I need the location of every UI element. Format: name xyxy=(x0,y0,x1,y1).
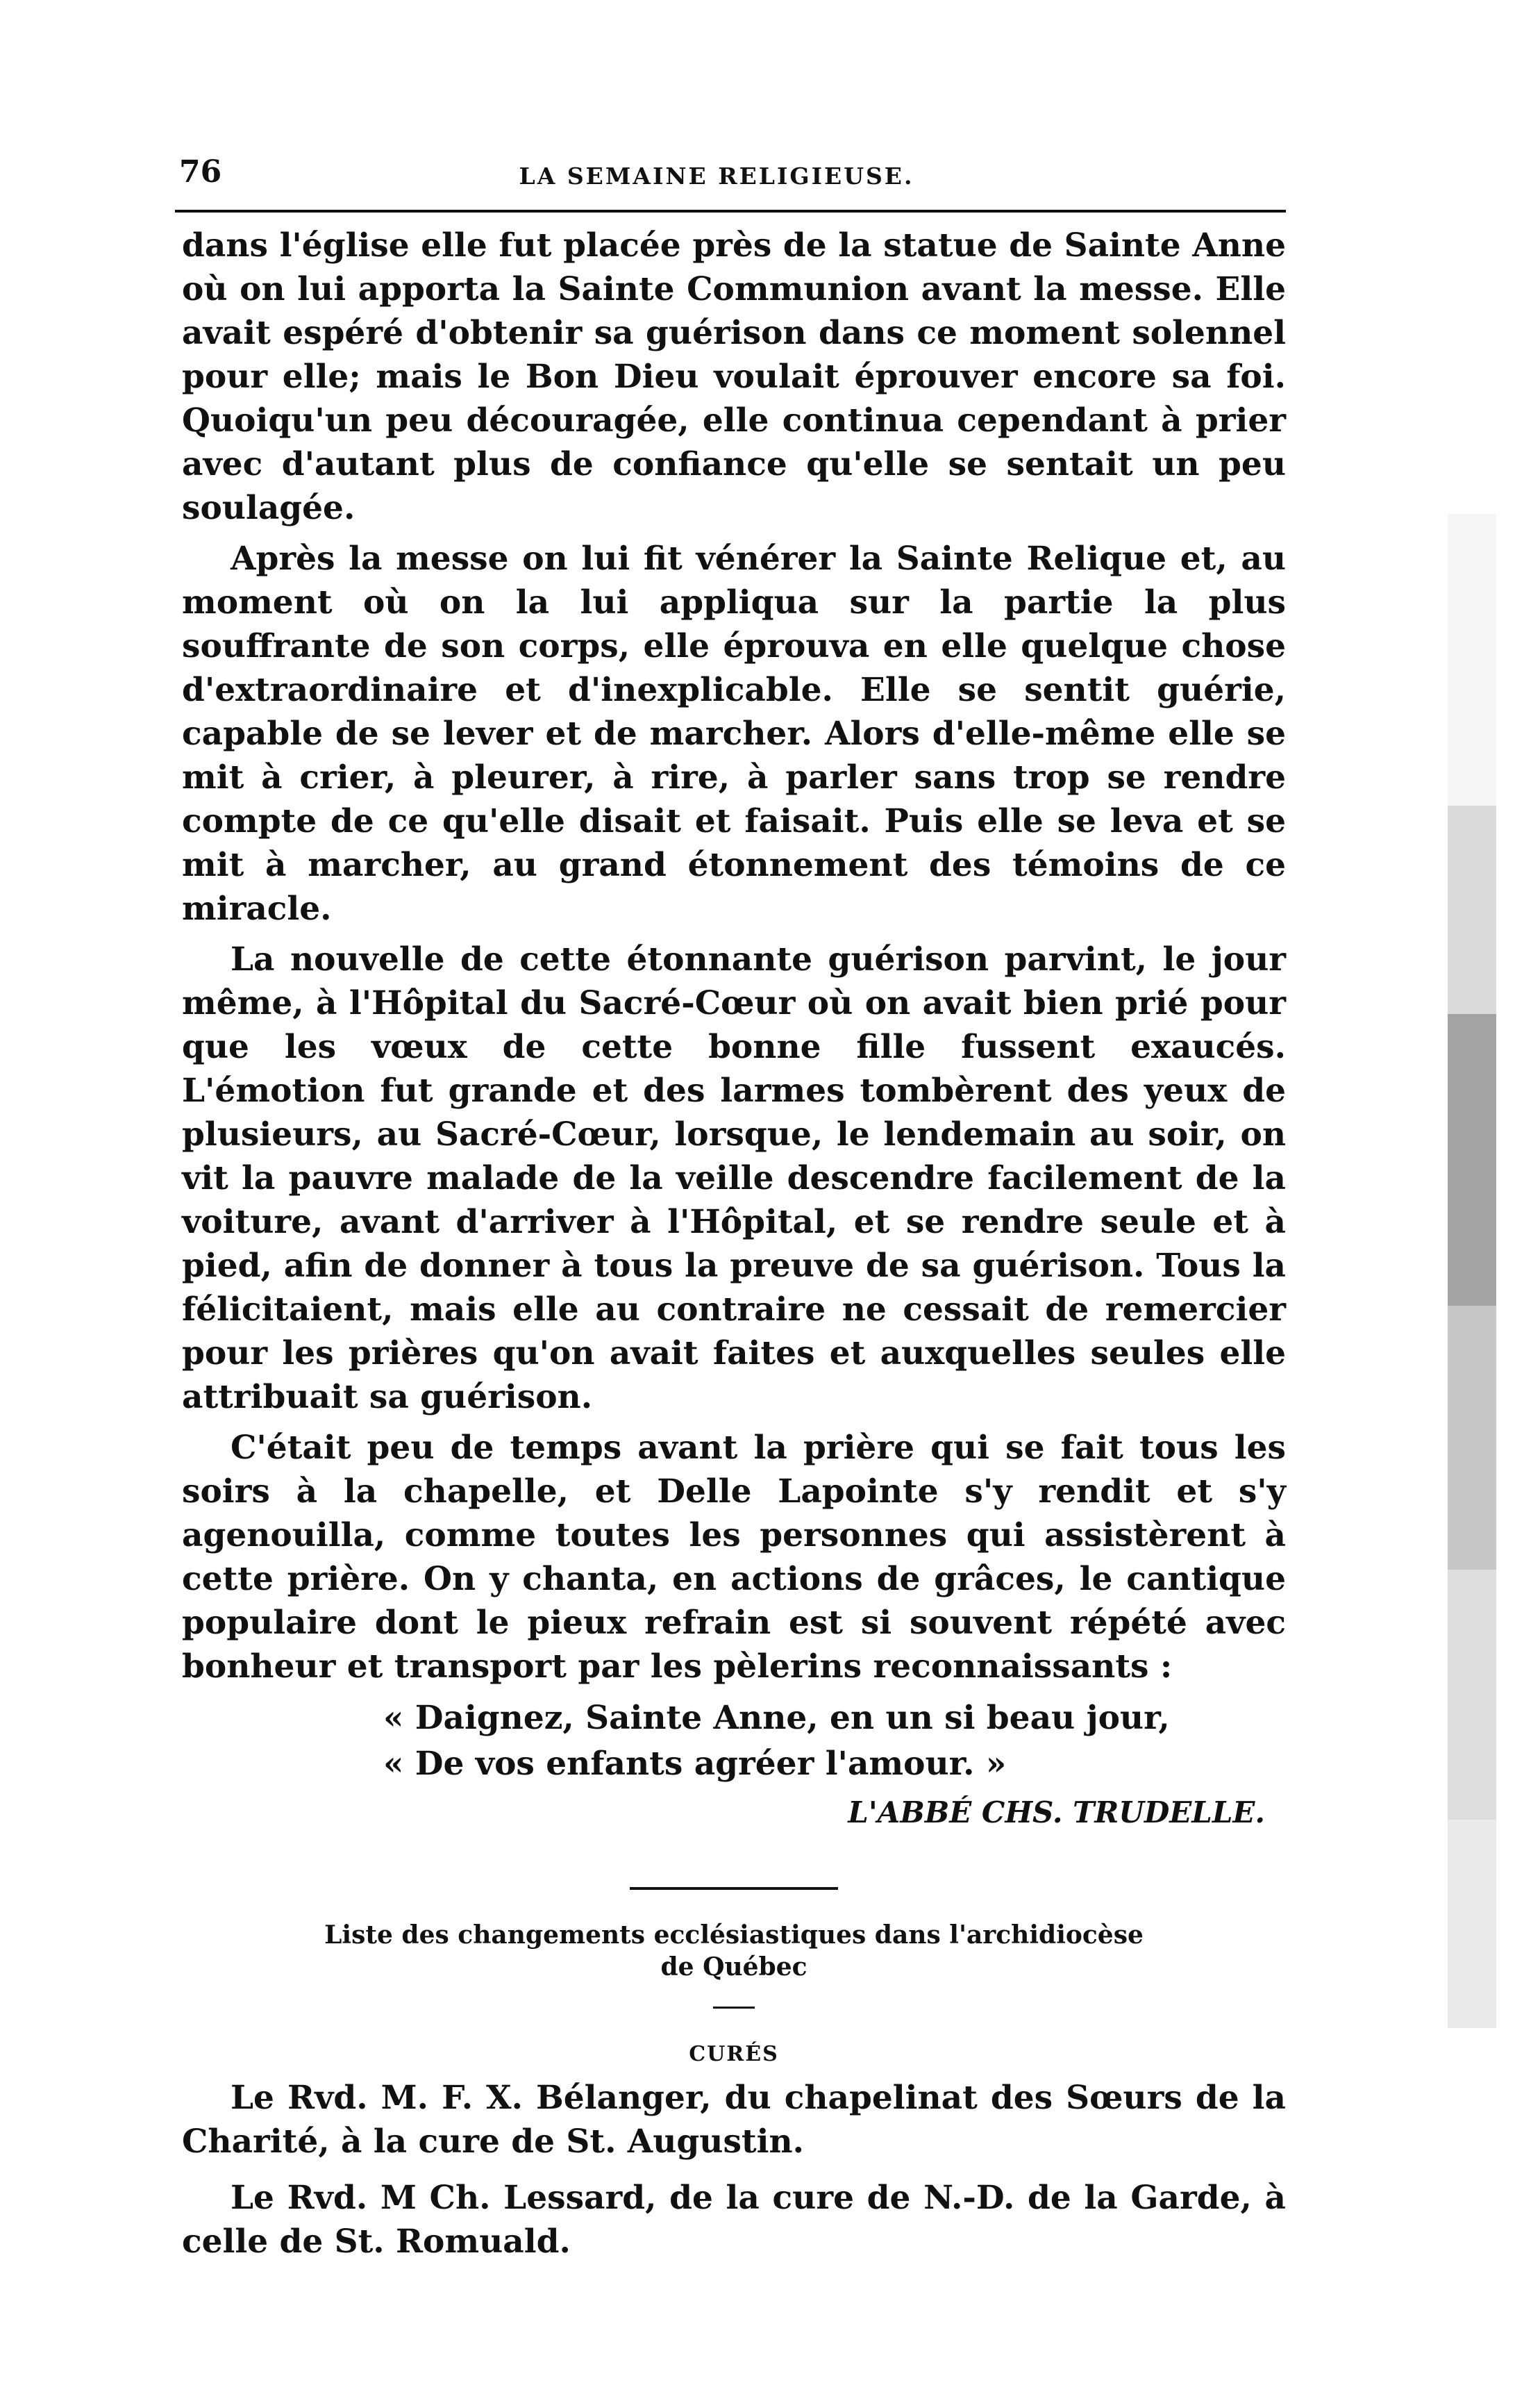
list-title-line: Liste des changements ecclésiastiques dans l'archidiocèse xyxy=(324,1920,1144,1950)
short-divider xyxy=(713,2007,755,2009)
running-title: LA SEMAINE RELIGIEUSE. xyxy=(519,163,914,190)
page-number: 76 xyxy=(179,154,222,190)
scan-edge-artifact xyxy=(1448,514,1496,2389)
document-page xyxy=(161,0,1286,2392)
list-entry: Le Rvd. M. F. X. Bélanger, du chapelinat des Sœurs de la Charité, à la cure de St. Augustin. xyxy=(182,2079,1286,2161)
article-body xyxy=(182,224,1286,2270)
paragraph: La nouvelle de cette étonnante guérison parvint, le jour même, à l'Hôpital du Sacré-Cœur où on avait bien prié pour que les vœux de cette bonne fille fussent exaucés. L'émotion fut grande et des larmes tombèrent des yeux de plusieurs, au Sacré-Cœur, lorsque, le lendemain au soir, on vit la pauvre malade de la veille descendre facilement de la voiture, avant d'arriver à l'Hôpital, et se rendre seule et à pied, afin de donner à tous la preuve de sa guérison. Tous la félicitaient, mais elle au contraire ne cessait de remercier pour les prières qu'on avait faites et auxquelles seules elle attribuait sa guérison. xyxy=(182,940,1286,1416)
hymn-refrain xyxy=(182,1695,1286,1787)
paragraph: C'était peu de temps avant la prière qui se fait tous les soirs à la chapelle, et Delle Lapointe s'y rendit et s'y agenouilla, comme toutes les personnes qui assistèrent à cette prière. On y chanta, en actions de grâces, le cantique populaire dont le pieux refrain est si souvent répété avec bonheur et transport par les pèlerins reconnaissants : xyxy=(182,1429,1286,1686)
header-rule xyxy=(175,210,1286,213)
list-subheading: CURÉS xyxy=(689,2042,779,2066)
list-title xyxy=(182,1919,1286,1983)
verse-line: « Daignez, Sainte Anne, en un si beau jour, xyxy=(383,1699,1170,1737)
paragraph: dans l'église elle fut placée près de la statue de Sainte Anne où on lui apporta la Sainte Communion avant la messe. Elle avait espéré d'obtenir sa guérison dans ce moment solennel pour elle; mais le Bon Dieu voulait éprouver encore sa foi. Quoiqu'un peu découragée, elle continua cependant à prier avec d'autant plus de confiance qu'elle se sentait un peu soulagée. xyxy=(182,226,1286,527)
author-signature: L'ABBÉ CHS. TRUDELLE. xyxy=(848,1795,1265,1829)
list-entry: Le Rvd. M Ch. Lessard, de la cure de N.-D. de la Garde, à celle de St. Romuald. xyxy=(182,2179,1286,2261)
paragraph: Après la messe on lui fit vénérer la Sainte Relique et, au moment où on la lui appliqua sur la partie la plus souffrante de son corps, elle éprouva en elle quelque chose d'extraordinaire et d'inexplicable. Elle se sentit guérie, capable de se lever et de marcher. Alors d'elle-même elle se mit à crier, à pleurer, à rire, à parler sans trop se rendre compte de ce qu'elle disait et faisait. Puis elle se leva et se mit à marcher, au grand étonnement des témoins de ce miracle. xyxy=(182,540,1286,928)
list-title-line: de Québec xyxy=(660,1952,807,1982)
page-header xyxy=(161,154,1272,196)
section-divider xyxy=(630,1887,838,1890)
verse-line: « De vos enfants agréer l'amour. » xyxy=(383,1745,1007,1783)
